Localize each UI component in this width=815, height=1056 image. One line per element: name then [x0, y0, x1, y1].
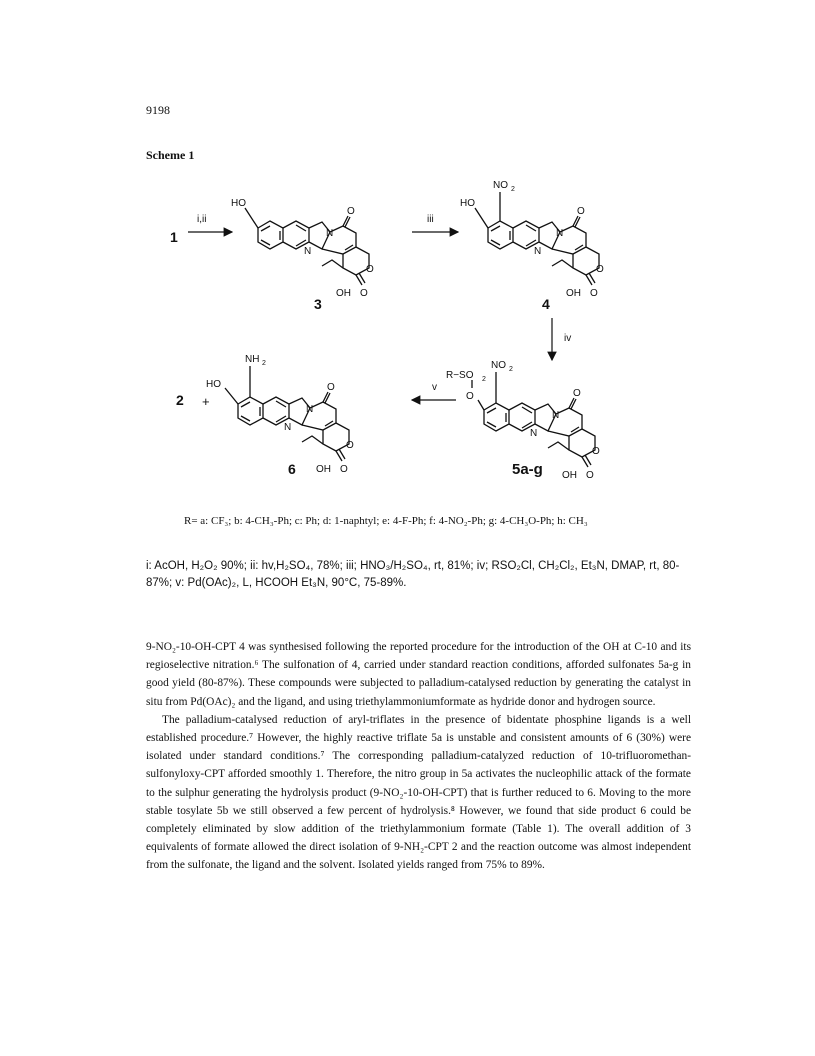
body-text: [146, 638, 691, 875]
arrow-label-v: v: [432, 382, 437, 393]
atom-label: OH: [336, 288, 351, 299]
atom-label: O: [340, 464, 348, 475]
atom-label: N: [326, 228, 334, 239]
atom-label: HO: [231, 198, 246, 209]
compound-5-label: 5a-g: [512, 461, 543, 478]
atom-label: O: [596, 264, 604, 275]
atom-label: N: [552, 410, 560, 421]
atom-label: OH: [316, 464, 331, 475]
atom-label: O: [592, 446, 600, 457]
atom-label: N: [556, 228, 564, 239]
atom-label: O: [360, 288, 368, 299]
atom-label: NO: [491, 360, 506, 371]
arrow-label-i-ii: i,ii: [197, 214, 207, 225]
plus-sign: +: [202, 394, 210, 409]
atom-label: R−SO: [446, 370, 474, 381]
compound-3-label: 3: [314, 296, 322, 312]
atom-label-subscript: 2: [482, 376, 486, 383]
atom-label-subscript: 2: [511, 186, 515, 193]
atom-label: NH: [245, 354, 260, 365]
paragraph: The palladium-catalysed reduction of aryl-triflates in the presence of bidentate phosphine ligands is a well established procedure.⁷ However, the highly reactive triflate 5a is unstable and consistent amounts of 6 (30%) were isolated under standard conditions.⁷ The corresponding palladium-catalyzed reduction of 10-trifluoromethan-sulfonyloxy-CPT afforded smoothly 1. Therefore, the nitro group in 5a activates the nucleophilic attack of the formate to the sulphur generating the hydrolysis product (9-NO₂-10-OH-CPT) that is further reduced to 6. Moving to the more stable tosylate 5b we still observed a few percent of hydrolysis.⁸ However, we found that side product 6 could be completely eliminated by slow addition of the triethylammonium formate (Table 1). The overall addition of 3 equivalents of formate allowed the direct isolation of 9-NH₂-CPT 2 and the reaction outcome was almost independent from the sulfonate, the ligand and the solvent. Isolated yields ranged from 75% to 89%.: [146, 713, 691, 872]
scheme-title: Scheme 1: [146, 148, 195, 162]
atom-label: HO: [460, 198, 475, 209]
arrow-label-iv: iv: [564, 333, 572, 344]
atom-label: O: [586, 470, 594, 481]
atom-label: O: [590, 288, 598, 299]
page-number: 9198: [146, 103, 170, 117]
arrow-label-iii: iii: [427, 214, 434, 225]
atom-label: N: [534, 246, 542, 257]
structure-compound-6: [206, 354, 354, 475]
structure-compound-4: [460, 180, 604, 299]
atom-label: N: [284, 422, 292, 433]
atom-label: O: [346, 440, 354, 451]
atom-label-subscript: 2: [509, 366, 513, 373]
compound-6-label: 6: [288, 461, 296, 477]
compound-4-label: 4: [542, 296, 550, 312]
atom-label: OH: [566, 288, 581, 299]
paragraph: 9-NO₂-10-OH-CPT 4 was synthesised following the reported procedure for the introduction of the OH at C-10 and its regioselective nitration.⁶ The sulfonation of 4, carried under standard reaction conditions, afforded sulfonates 5a-g in good yield (80-87%). These compounds were subjected to palladium-catalysed reduction by generating the catalyst in situ from Pd(OAc)₂ and the ligand, and using triethylammoniumformate as hydride donor and hydrogen source.: [146, 641, 691, 708]
atom-label: O: [577, 206, 585, 217]
atom-label: O: [573, 388, 581, 399]
reaction-conditions: i: AcOH, H₂O₂ 90%; ii: hv,H₂SO₄, 78%; iii; HNO₃/H₂SO₄, rt, 81%; iv; RSO₂Cl, CH₂Cl₂, Et₃N, DMAP, rt, 80-87%; v: Pd(OAc)₂, L, HCOOH Et₃N, 90°C, 75-89%.: [146, 560, 680, 589]
atom-label: O: [347, 206, 355, 217]
atom-label-subscript: 2: [262, 360, 266, 367]
structure-compound-3: [231, 198, 374, 299]
atom-label: N: [306, 404, 314, 415]
start-compound-label: 1: [170, 229, 178, 245]
atom-label: OH: [562, 470, 577, 481]
reaction-scheme: [0, 0, 815, 500]
atom-label: O: [366, 264, 374, 275]
atom-label: O: [327, 382, 335, 393]
atom-label: N: [304, 246, 312, 257]
product-2-label: 2: [176, 392, 184, 408]
atom-label: HO: [206, 379, 221, 390]
r-group-definitions: R= a: CF₃; b: 4-CH₃-Ph; c: Ph; d: 1-naphtyl; e: 4-F-Ph; f: 4-NO₂-Ph; g: 4-CH₃O-Ph; h: CH₃: [184, 515, 588, 527]
atom-label: N: [530, 428, 538, 439]
atom-label: NO: [493, 180, 508, 191]
atom-label: O: [466, 391, 474, 402]
